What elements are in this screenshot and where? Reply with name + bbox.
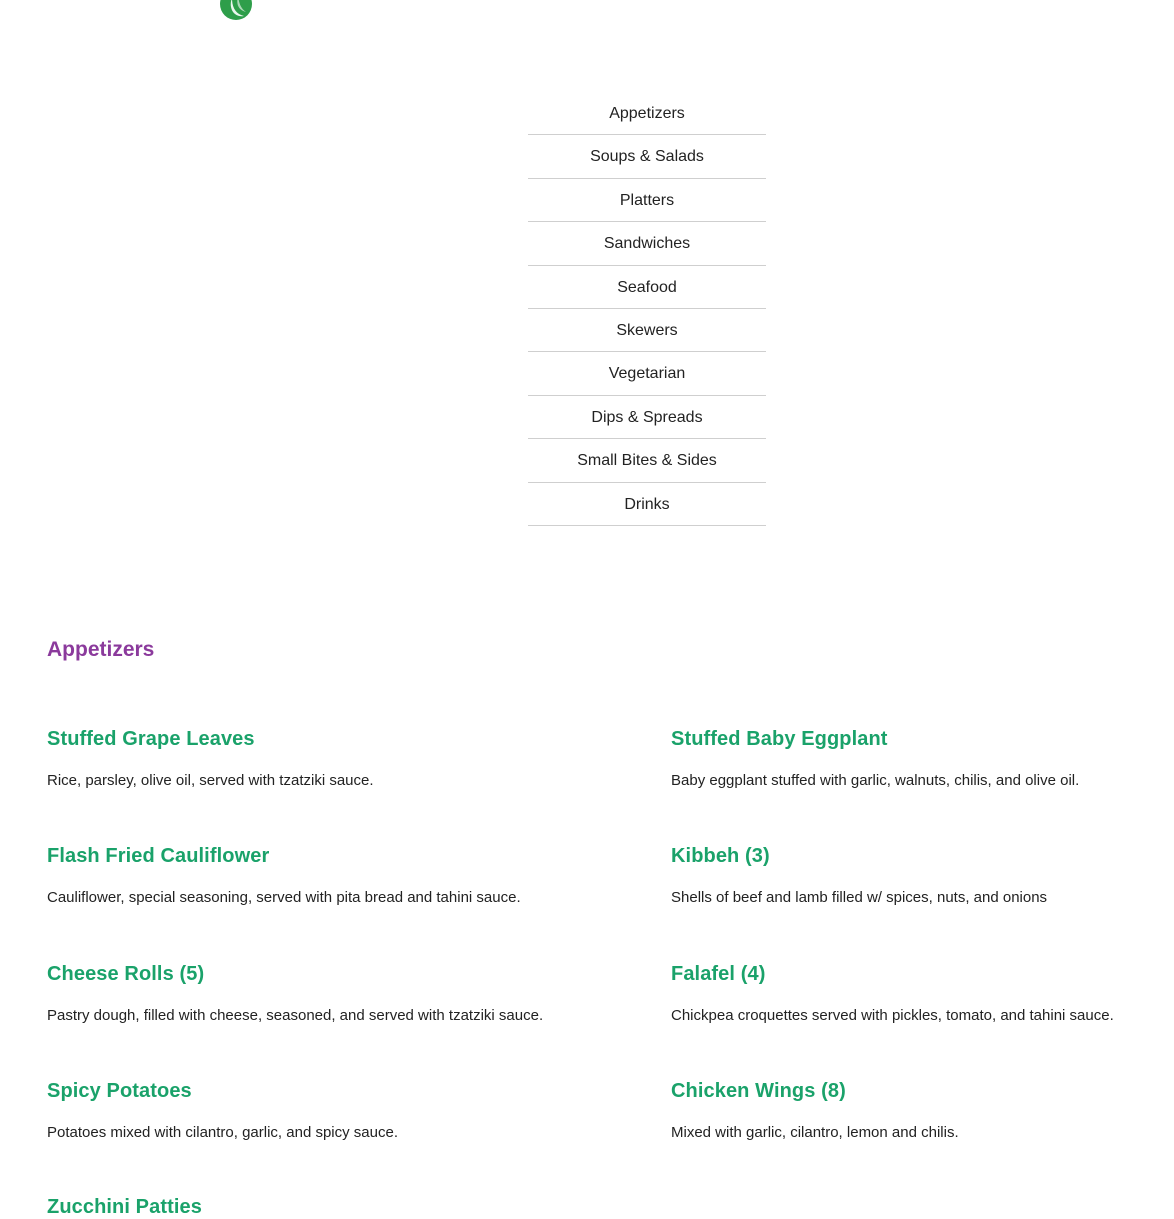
nav-item-sandwiches[interactable]: Sandwiches <box>528 222 766 265</box>
menu-item-name: Zucchini Patties <box>47 1196 202 1218</box>
nav-item-soups-salads[interactable]: Soups & Salads <box>528 135 766 178</box>
nav-item-skewers[interactable]: Skewers <box>528 309 766 352</box>
menu-item-name: Stuffed Grape Leaves <box>47 728 255 750</box>
menu-item <box>47 963 567 1024</box>
menu-item <box>671 963 1174 1024</box>
menu-item-description: Pastry dough, filled with cheese, seasoned, and served with tzatziki sauce. <box>47 1007 544 1024</box>
menu-item-description: Rice, parsley, olive oil, served with tzatziki sauce. <box>47 772 374 789</box>
menu-item <box>671 728 1174 789</box>
menu-item-name: Spicy Potatoes <box>47 1080 192 1102</box>
menu-item <box>671 845 1174 906</box>
menu-item <box>47 1080 567 1141</box>
menu-item-name: Chicken Wings (8) <box>671 1080 846 1102</box>
menu-category-nav <box>528 92 766 526</box>
menu-item-name: Kibbeh (3) <box>671 845 770 867</box>
nav-item-appetizers[interactable]: Appetizers <box>528 92 766 135</box>
menu-item <box>47 845 567 906</box>
nav-item-vegetarian[interactable]: Vegetarian <box>528 352 766 395</box>
nav-item-dips-spreads[interactable]: Dips & Spreads <box>528 396 766 439</box>
nav-item-drinks[interactable]: Drinks <box>528 483 766 526</box>
nav-item-platters[interactable]: Platters <box>528 179 766 222</box>
menu-item-description: Shells of beef and lamb filled w/ spices, nuts, and onions <box>671 889 1048 906</box>
menu-item-description: Chickpea croquettes served with pickles, tomato, and tahini sauce. <box>671 1007 1114 1024</box>
menu-item-name: Stuffed Baby Eggplant <box>671 728 888 750</box>
menu-item-name: Cheese Rolls (5) <box>47 963 205 985</box>
leaf-logo-icon[interactable] <box>218 0 254 22</box>
menu-item <box>47 1196 567 1219</box>
menu-item <box>671 1080 1174 1141</box>
menu-item-description: Mixed with garlic, cilantro, lemon and chilis. <box>671 1124 959 1141</box>
menu-item-name: Falafel (4) <box>671 963 766 985</box>
menu-item-description: Cauliflower, special seasoning, served with pita bread and tahini sauce. <box>47 889 521 906</box>
menu-item-name: Flash Fried Cauliflower <box>47 845 270 867</box>
menu-item-description: Baby eggplant stuffed with garlic, walnuts, chilis, and olive oil. <box>671 772 1080 789</box>
menu-item <box>47 728 567 789</box>
nav-item-small-bites-sides[interactable]: Small Bites & Sides <box>528 439 766 482</box>
nav-item-seafood[interactable]: Seafood <box>528 266 766 309</box>
menu-item-description: Potatoes mixed with cilantro, garlic, and spicy sauce. <box>47 1124 398 1141</box>
section-title: Appetizers <box>47 638 155 661</box>
